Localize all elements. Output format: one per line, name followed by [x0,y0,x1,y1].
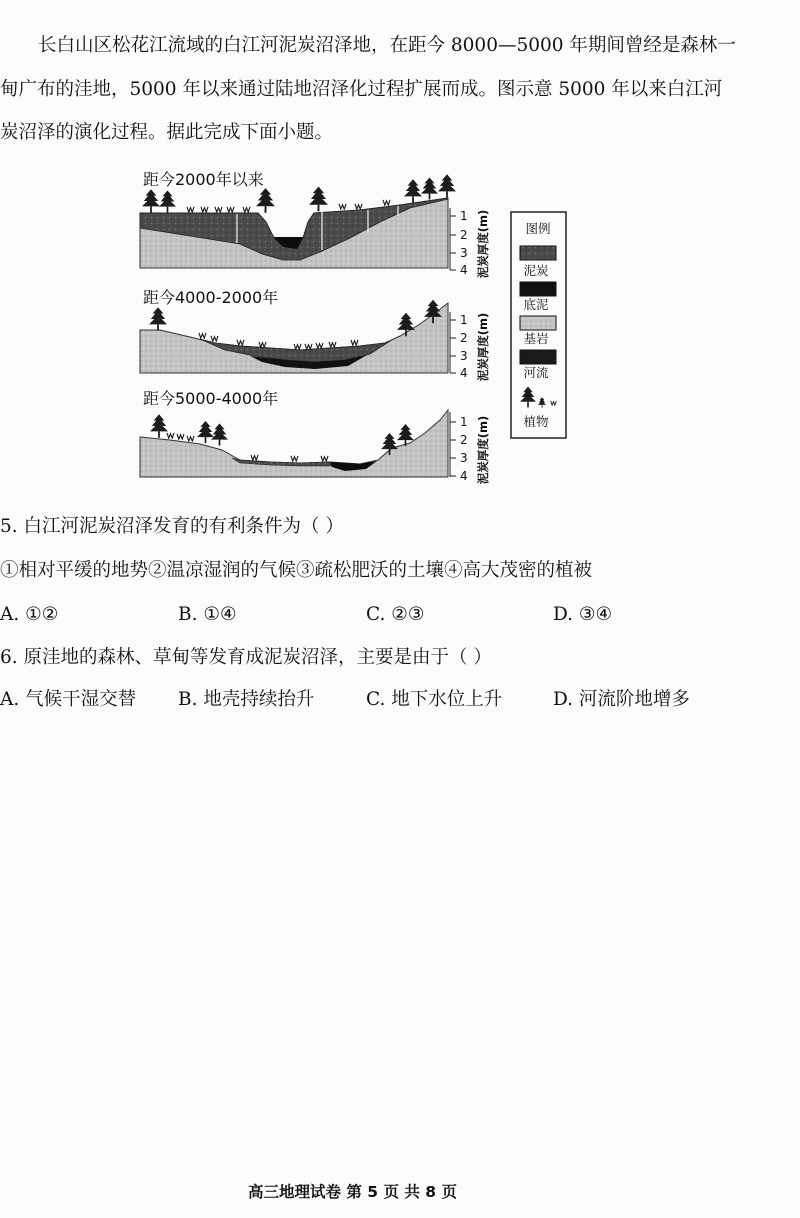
tree-icon [197,421,214,443]
tick-label: 2 [460,228,468,242]
tree-icon [421,177,438,199]
option-d[interactable]: D. ③④ [553,604,613,625]
legend-swatch-bottom-mud [520,282,556,296]
grass-icon [177,434,184,439]
option-c[interactable]: C. ②③ [366,604,425,625]
axis-label: 泥炭厚度(m) [476,312,490,382]
panel-3-bedrock [140,410,448,477]
grass-icon [383,200,390,205]
grass-icon [355,204,362,209]
panel-1-title: 距今2000年以来 [143,170,264,189]
axis-label: 泥炭厚度(m) [476,209,490,279]
legend-label-bottom-mud: 底泥 [523,297,549,312]
tick-label: 3 [460,246,468,260]
peat-bog-evolution-figure [0,150,600,490]
legend-swatch-bedrock [520,316,556,330]
intro-line-2: 甸广布的洼地，5000 年以来通过陆地沼泽化过程扩展而成。图示意 5000 年以来白江河 [0,79,723,100]
tick-label: 2 [460,331,468,345]
grass-icon [227,207,234,212]
axis-label: 泥炭厚度(m) [476,415,490,485]
option-b[interactable]: B. ①④ [178,604,237,625]
question-6-options [0,688,780,712]
tree-icon [159,190,176,212]
legend-label-river: 河流 [523,365,549,380]
tree-icon [150,414,168,437]
tick-label: 1 [460,415,468,429]
grass-icon [167,433,174,438]
grass-icon [339,204,346,209]
question-5-conditions: ①相对平缓的地势②温凉湿润的气候③疏松肥沃的土壤④高大茂密的植被 [0,560,593,581]
legend-swatch-peat [520,246,556,260]
panel-3-ticks [450,422,456,476]
option-a[interactable]: A. ①② [0,604,59,625]
panel-2-title: 距今4000-2000年 [143,288,279,307]
grass-icon [294,344,301,349]
tree-icon [404,179,422,202]
grass-icon [351,340,358,345]
intro-line-1: 长白山区松花江流域的白江河泥炭沼泽地，在距今 8000—5000 年期间曾经是森林一 [38,35,736,56]
grass-icon [187,436,194,441]
legend-swatch-river [520,350,556,364]
grass-icon [291,456,298,461]
legend-title: 图例 [525,221,551,236]
legend-label-peat: 泥炭 [523,263,549,278]
panel-2-ticks [450,320,456,373]
option-a[interactable]: A. 气候干湿交替 [0,689,137,710]
grass-icon [251,455,258,460]
grass-icon [201,207,208,212]
option-c[interactable]: C. 地下水位上升 [366,689,503,710]
tick-label: 4 [460,469,468,483]
tree-icon [142,189,160,212]
tree-icon [211,423,228,445]
tick-label: 1 [460,209,468,223]
tree-icon [438,174,456,197]
tree-icon [149,307,167,330]
tick-label: 4 [460,366,468,380]
legend-label-plants: 植物 [523,414,549,429]
question-6-stem: 6. 原洼地的森林、草甸等发育成泥炭沼泽，主要是由于（ ） [0,647,492,668]
grass-icon [321,456,328,461]
option-d[interactable]: D. 河流阶地增多 [553,689,690,710]
tick-label: 1 [460,313,468,327]
grass-icon [211,336,218,341]
grass-icon [329,342,336,347]
grass-icon [215,207,222,212]
tree-icon [256,188,275,213]
legend [511,212,566,438]
legend-label-bedrock: 基岩 [523,331,549,346]
tick-label: 2 [460,433,468,447]
tick-label: 3 [460,451,468,465]
grass-icon [199,333,206,338]
option-b[interactable]: B. 地壳持续抬升 [178,689,315,710]
grass-icon [305,344,312,349]
tick-label: 3 [460,349,468,363]
grass-icon [243,207,250,212]
intro-line-3: 炭沼泽的演化过程。据此完成下面小题。 [0,122,334,143]
question-5-options [0,603,780,627]
page-footer: 高三地理试卷 第 5 页 共 8 页 [248,1183,457,1201]
tick-label: 4 [460,263,468,277]
question-5-stem: 5. 白江河泥炭沼泽发育的有利条件为（ ） [0,516,344,537]
tree-icon [309,187,328,212]
panel-3-title: 距今5000-4000年 [143,389,279,408]
grass-icon [259,342,266,347]
grass-icon [316,343,323,348]
grass-icon [237,340,244,345]
panel-1-ticks [450,216,456,270]
grass-icon [187,207,194,212]
